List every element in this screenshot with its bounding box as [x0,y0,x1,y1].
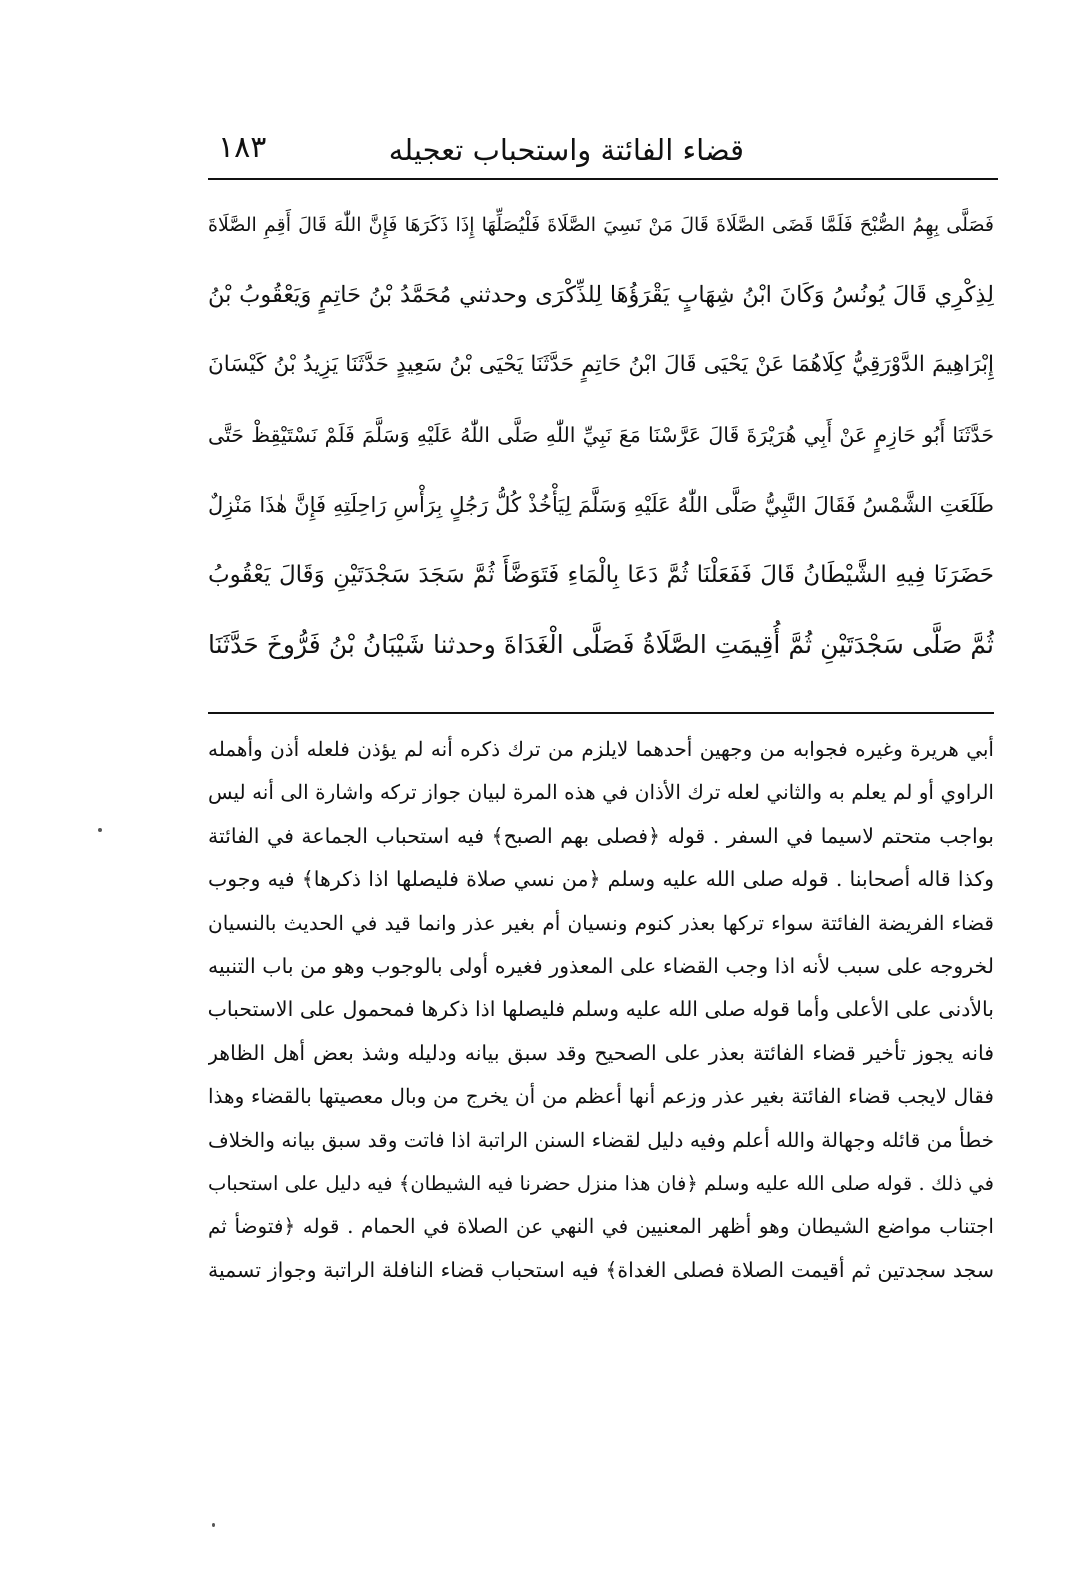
page-header [208,128,992,172]
hadith-line: لِذِكْرِي قَالَ يُونُسُ وَكَانَ ابْنُ شِهَابٍ يَقْرَؤُهَا لِلذِّكْرَى وحدثني مُحَمَّدُ بْنُ حَاتِمٍ وَيَعْقُوبُ بْنُ [208,282,994,308]
commentary-line: الراوي أو لم يعلم به والثاني لعله ترك الأذان في هذه المرة لبيان جواز تركه واشارة الى أنه ليس [208,780,994,805]
commentary-line: فانه يجوز تأخير قضاء الفائتة بعذر على الصحيح وقد سبق بيانه ودليله وشذ بعض أهل الظاهر [208,1040,994,1065]
hadith-line: حَدَّثَنَا أَبُو حَازِمٍ عَنْ أَبِي هُرَيْرَةَ قَالَ عَرَّسْنَا مَعَ نَبِيِّ اللّٰهِ صَلَّى اللّٰهُ عَلَيْهِ وَسَلَّمَ فَلَمْ نَسْتَيْقِظْ حَتَّى [208,423,994,447]
section-divider-rule [208,712,994,714]
commentary-text [208,728,994,1388]
commentary-line: خطأ من قائله وجهالة والله أعلم وفيه دليل لقضاء السنن الراتبة اذا فاتت وقد سبق بيانه والخلاف [208,1127,994,1152]
running-title: قضاء الفائتة واستحباب تعجيله [388,133,744,167]
hadith-line: طَلَعَتِ الشَّمْسُ فَقَالَ النَّبِيُّ صَلَّى اللّٰهُ عَلَيْهِ وَسَلَّمَ لِيَأْخُذْ كُلُّ رَجُلٍ بِرَأْسِ رَاحِلَتِهِ فَإِنَّ هٰذَا مَنْزِلٌ [208,493,994,517]
hadith-line: إِبْرَاهِيمَ الدَّوْرَقِيُّ كِلَاهُمَا عَنْ يَحْيَى قَالَ ابْنُ حَاتِمٍ حَدَّثَنَا يَحْيَى بْنُ سَعِيدٍ حَدَّثَنَا يَزِيدُ بْنُ كَيْسَانَ [208,352,994,377]
hadith-line: فَصَلَّى بِهِمُ الصُّبْحَ فَلَمَّا قَضَى الصَّلَاةَ قَالَ مَنْ نَسِيَ الصَّلَاةَ فَلْيُصَلِّهَا إِذَا ذَكَرَهَا فَإِنَّ اللّٰهَ قَالَ أَقِمِ الصَّلَاةَ [208,214,994,236]
commentary-line: فقال لايجب قضاء الفائتة بغير عذر وزعم أنها أعظم من أن يخرج من وبال معصيتها بالقضاء وهذا [208,1084,994,1109]
scan-speck [98,828,102,832]
commentary-line: بالأدنى على الأعلى وأما قوله صلى الله عليه وسلم فليصلها اذا ذكرها فمحمول على الاستحباب [208,997,994,1022]
header-rule [208,178,998,180]
hadith-line: حَضَرَنَا فِيهِ الشَّيْطَانُ قَالَ فَفَعَلْنَا ثُمَّ دَعَا بِالْمَاءِ فَتَوَضَّأَ ثُمَّ سَجَدَ سَجْدَتَيْنِ وَقَالَ يَعْقُوبُ [208,562,994,588]
commentary-line: سجد سجدتين ثم أقيمت الصلاة فصلى الغداة﴾ فيه استحباب قضاء النافلة الراتبة وجواز تسمية [208,1257,994,1282]
hadith-text [208,190,994,680]
hadith-line: ثُمَّ صَلَّى سَجْدَتَيْنِ ثُمَّ أُقِيمَتِ الصَّلَاةُ فَصَلَّى الْغَدَاةَ وحدثنا شَيْبَانُ بْنُ فَرُّوخَ حَدَّثَنَا [208,630,994,659]
commentary-line: اجتناب مواضع الشيطان وهو أظهر المعنيين في النهي عن الصلاة في الحمام . قوله ﴿فتوضأ ثم [208,1214,994,1239]
scan-speck [212,1523,215,1527]
commentary-line: أبي هريرة وغيره فجوابه من وجهين أحدهما لايلزم من ترك ذكره أنه لم يؤذن فلعله أذن وأهمله [208,737,994,761]
commentary-line: قضاء الفريضة الفائتة سواء تركها بعذر كنوم ونسيان أم بغير عذر وانما قيد في الحديث بالنسيان [208,910,994,935]
page-number: ١٨٣ [218,130,267,165]
commentary-line: لخروجه على سبب لأنه اذا وجب القضاء على المعذور فغيره أولى بالوجوب وهو من باب التنبيه [208,953,994,978]
commentary-line: وكذا قاله أصحابنا . قوله صلى الله عليه وسلم ﴿من نسي صلاة فليصلها اذا ذكرها﴾ فيه وجوب [208,867,994,892]
commentary-line: في ذلك . قوله صلى الله عليه وسلم ﴿فان هذا منزل حضرنا فيه الشيطان﴾ فيه دليل على استحباب [208,1171,994,1195]
commentary-line: بواجب متحتم لاسيما في السفر . قوله ﴿فصلى بهم الصبح﴾ فيه استحباب الجماعة في الفائتة [208,823,994,848]
